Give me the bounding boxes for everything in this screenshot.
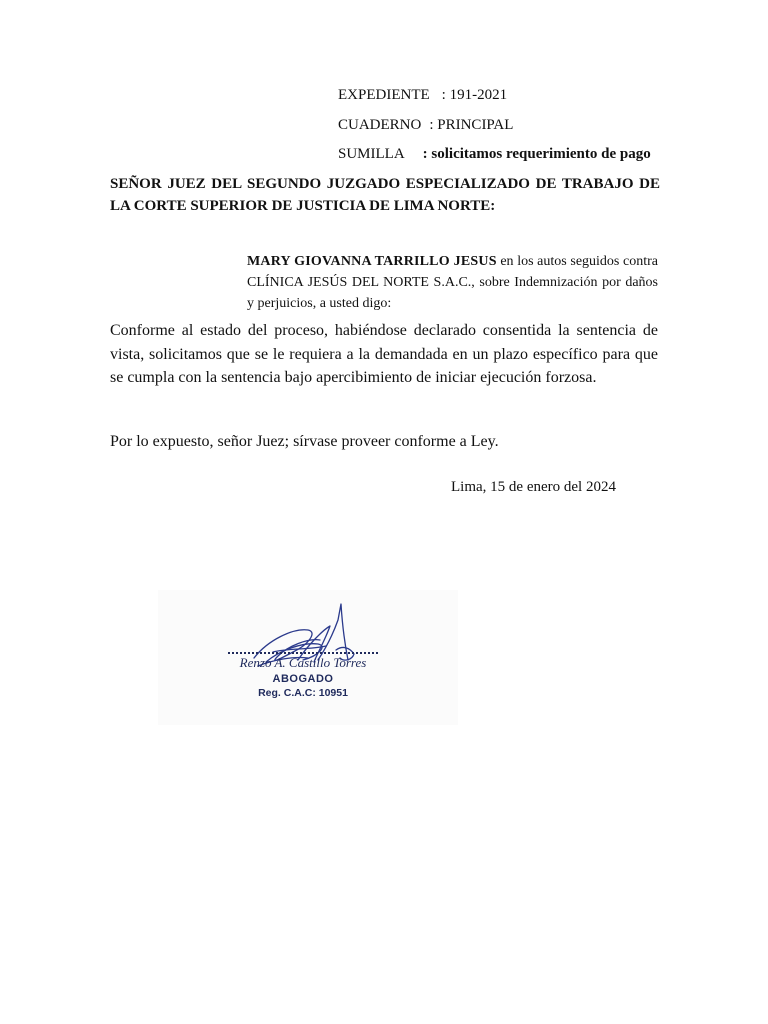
expediente-line [338, 87, 507, 104]
intro-paragraph [247, 251, 658, 314]
lawyer-stamp [228, 652, 378, 699]
sumilla-line [338, 146, 651, 163]
stamp-registration: Reg. C.A.C: 10951 [258, 687, 348, 699]
cuaderno-label: CUADERNO [338, 117, 422, 133]
addressee-heading: SEÑOR JUEZ DEL SEGUNDO JUZGADO ESPECIALIZADO DE TRABAJO DE LA CORTE SUPERIOR DE JUSTICIA DE LIMA NORTE: [110, 176, 660, 214]
body-paragraph: Conforme al estado del proceso, habiéndose declarado consentida la sentencia de vista, solicitamos que se le requiera a la demandada en un plazo específico para que se cumpla con la sentencia bajo apercibimiento de iniciar ejecución forzosa. [110, 322, 658, 386]
closing-paragraph: Por lo expuesto, señor Juez; sírvase proveer conforme a Ley. [110, 433, 499, 450]
signature-block [158, 590, 458, 725]
sumilla-value: : solicitamos requerimiento de pago [422, 146, 651, 162]
date-line: Lima, 15 de enero del 2024 [451, 479, 616, 495]
cuaderno-line [338, 117, 513, 134]
sumilla-label: SUMILLA [338, 146, 405, 162]
stamp-lawyer-name: Renzo A. Castillo Torres [228, 652, 378, 671]
expediente-label: EXPEDIENTE [338, 87, 430, 103]
intro-text: en los autos seguidos contra CLÍNICA JESÚS DEL NORTE S.A.C., sobre Indemnización por daños y perjuicios, a usted digo: [247, 254, 658, 311]
stamp-lawyer-title: ABOGADO [272, 673, 334, 685]
expediente-value: : 191-2021 [441, 87, 508, 103]
petitioner-name: MARY GIOVANNA TARRILLO JESUS [247, 254, 497, 269]
cuaderno-value: : PRINCIPAL [429, 117, 514, 133]
